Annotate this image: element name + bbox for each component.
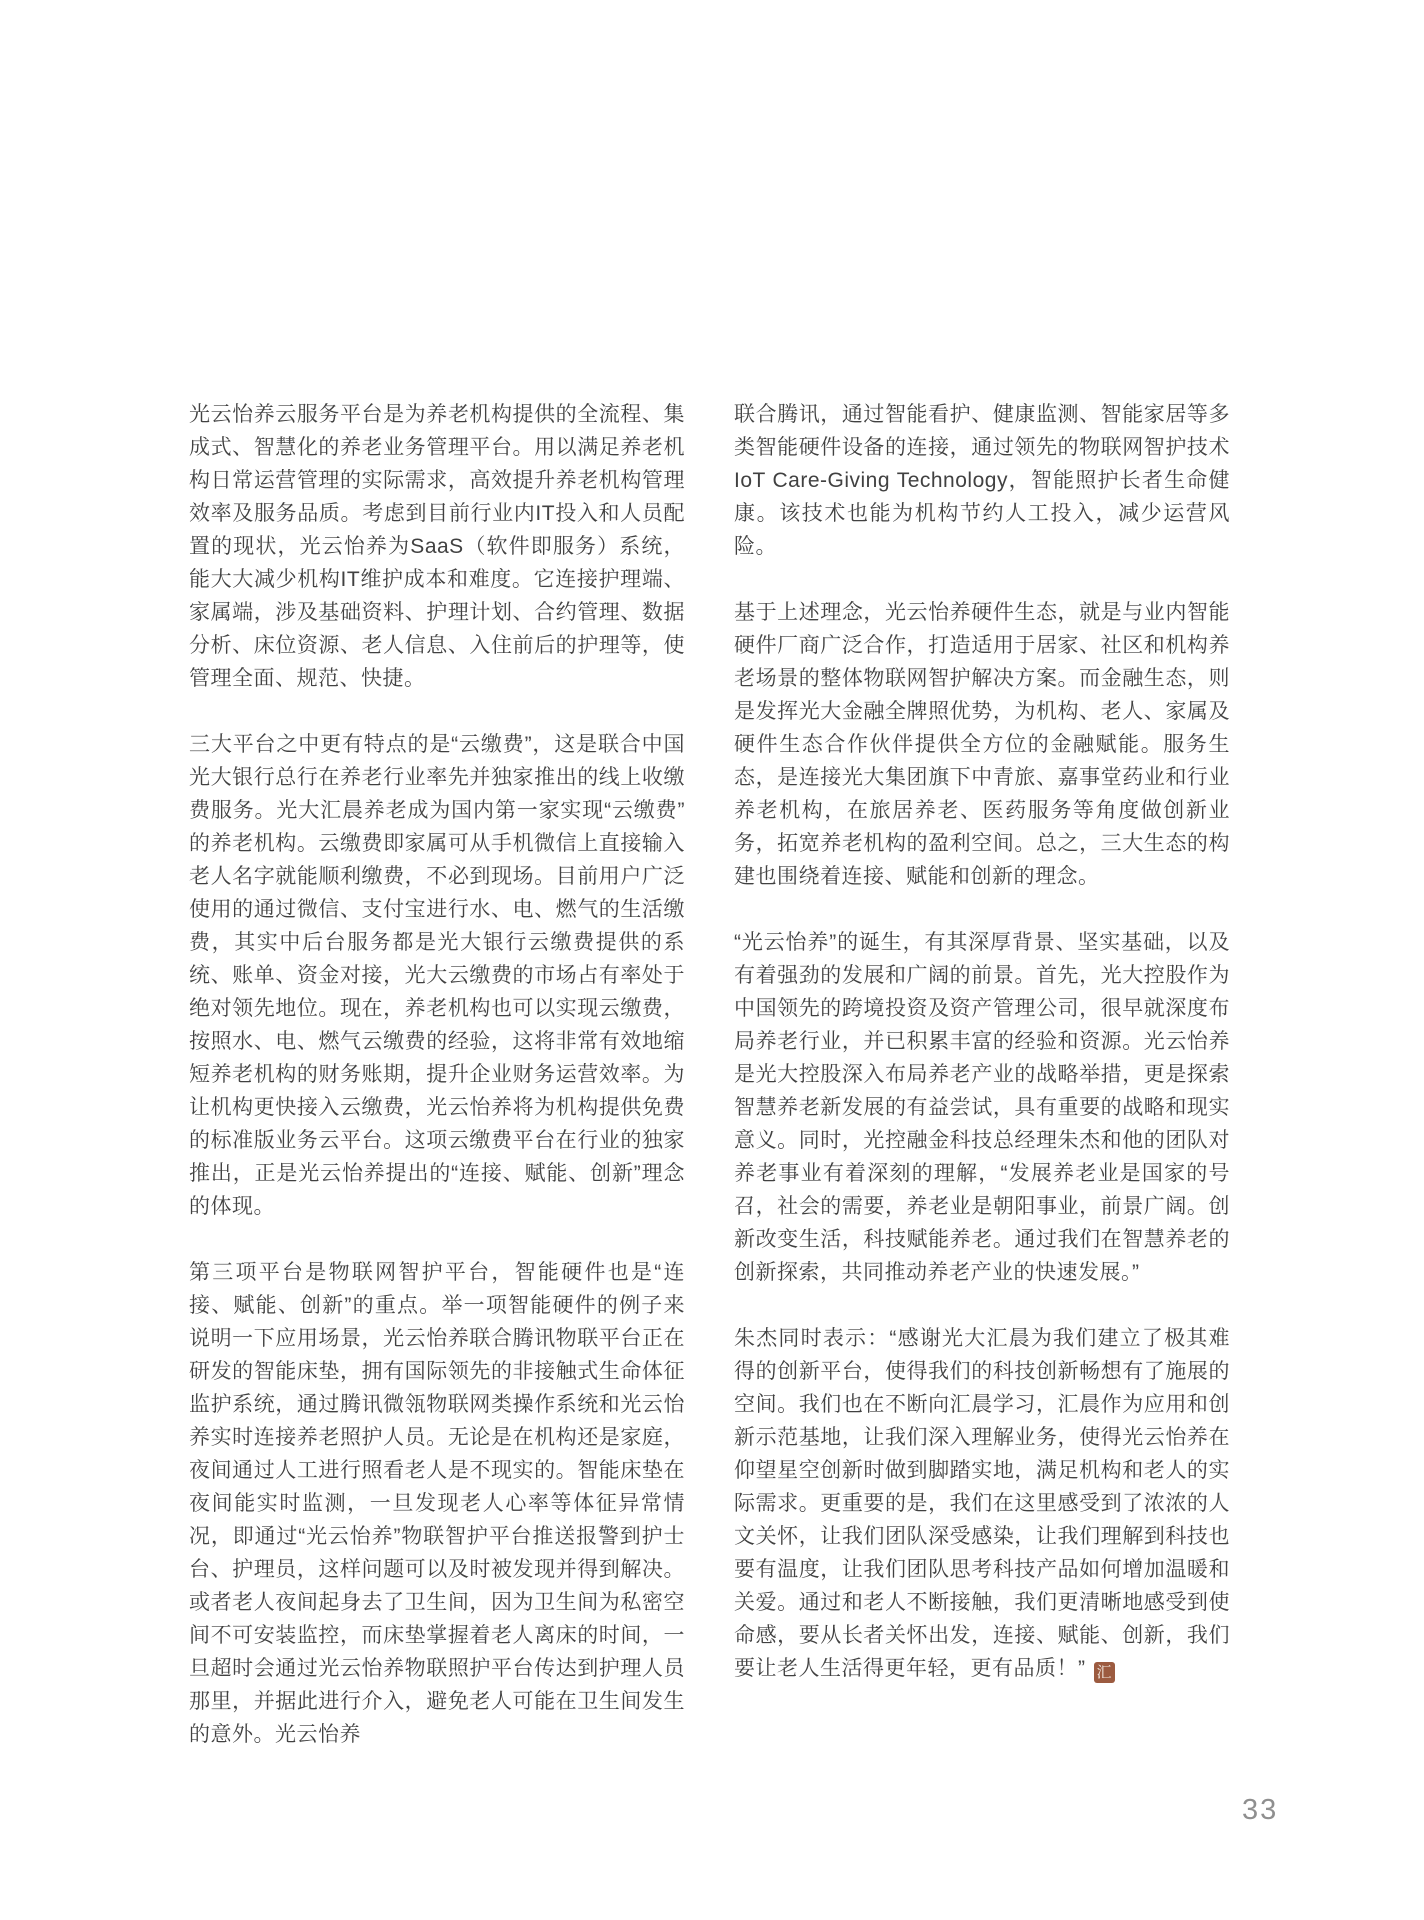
seal-glyph: 汇 [1096, 1664, 1112, 1681]
paragraph: 联合腾讯，通过智能看护、健康监测、智能家居等多类智能硬件设备的连接，通过领先的物联网智护技术IoT Care-Giving Technology，智能照护长者生命健康。该技术也能为机构节约人工投入，减少运营风险。 [734, 403, 1230, 558]
paragraph-text: 朱杰同时表示：“感谢光大汇晨为我们建立了极其难得的创新平台，使得我们的科技创新畅想有了施展的空间。我们也在不断向汇晨学习，汇晨作为应用和创新示范基地，让我们深入理解业务，使得光云怡养在仰望星空创新时做到脚踏实地，满足机构和老人的实际需求。更重要的是，我们在这里感受到了浓浓的人文关怀，让我们团队深受感染，让我们理解到科技也要有温度，让我们团队思考科技产品如何增加温暖和关爱。通过和老人不断接触，我们更清晰地感受到使命感，要从长者关怀出发，连接、赋能、创新，我们要让老人生活得更年轻，更有品质！” [734, 1327, 1230, 1680]
paragraph: 基于上述理念，光云怡养硬件生态，就是与业内智能硬件厂商广泛合作，打造适用于居家、社区和机构养老场景的整体物联网智护解决方案。而金融生态，则是发挥光大金融全牌照优势，为机构、老人、家属及硬件生态合作伙伴提供全方位的金融赋能。服务生态，是连接光大集团旗下中青旅、嘉事堂药业和行业养老机构，在旅居养老、医药服务等角度做创新业务，拓宽养老机构的盈利空间。总之，三大生态的构建也围绕着连接、赋能和创新的理念。 [734, 601, 1230, 888]
huichen-seal-icon [1094, 1662, 1115, 1683]
paragraph: 三大平台之中更有特点的是“云缴费”，这是联合中国光大银行总行在养老行业率先并独家推出的线上收缴费服务。光大汇晨养老成为国内第一家实现“云缴费”的养老机构。云缴费即家属可从手机微信上直接输入老人名字就能顺利缴费，不必到现场。目前用户广泛使用的通过微信、支付宝进行水、电、燃气的生活缴费，其实中后台服务都是光大银行云缴费提供的系统、账单、资金对接，光大云缴费的市场占有率处于绝对领先地位。现在，养老机构也可以实现云缴费，按照水、电、燃气云缴费的经验，这将非常有效地缩短养老机构的财务账期，提升企业财务运营效率。为让机构更快接入云缴费，光云怡养将为机构提供免费的标准版业务云平台。这项云缴费平台在行业的独家推出，正是光云怡养提出的“连接、赋能、创新”理念的体现。 [189, 733, 685, 1218]
page-number: 33 [1242, 1794, 1279, 1826]
paragraph [734, 1322, 1230, 1685]
paragraph: “光云怡养”的诞生，有其深厚背景、坚实基础，以及有着强劲的发展和广阔的前景。首先，光大控股作为中国领先的跨境投资及资产管理公司，很早就深度布局养老行业，并已积累丰富的经验和资源。光云怡养是光大控股深入布局养老产业的战略举措，更是探索智慧养老新发展的有益尝试，具有重要的战略和现实意义。同时，光控融金科技总经理朱杰和他的团队对养老事业有着深刻的理解，“发展养老业是国家的号召，社会的需要，养老业是朝阳事业，前景广阔。创新改变生活，科技赋能养老。通过我们在智慧养老的创新探索，共同推动养老产业的快速发展。” [734, 931, 1230, 1284]
right-column [734, 398, 1230, 1685]
left-column [189, 398, 685, 1751]
paragraph: 第三项平台是物联网智护平台，智能硬件也是“连接、赋能、创新”的重点。举一项智能硬件的例子来说明一下应用场景，光云怡养联合腾讯物联平台正在研发的智能床垫，拥有国际领先的非接触式生命体征监护系统，通过腾讯微瓴物联网类操作系统和光云怡养实时连接养老照护人员。无论是在机构还是家庭，夜间通过人工进行照看老人是不现实的。智能床垫在夜间能实时监测，一旦发现老人心率等体征异常情况，即通过“光云怡养”物联智护平台推送报警到护士台、护理员，这样问题可以及时被发现并得到解决。或者老人夜间起身去了卫生间，因为卫生间为私密空间不可安装监控，而床垫掌握着老人离床的时间，一旦超时会通过光云怡养物联照护平台传达到护理人员那里，并据此进行介入，避免老人可能在卫生间发生的意外。光云怡养 [189, 1261, 685, 1746]
paragraph: 光云怡养云服务平台是为养老机构提供的全流程、集成式、智慧化的养老业务管理平台。用以满足养老机构日常运营管理的实际需求，高效提升养老机构管理效率及服务品质。考虑到目前行业内IT投入和人员配置的现状，光云怡养为SaaS（软件即服务）系统，能大大减少机构IT维护成本和难度。它连接护理端、家属端，涉及基础资料、护理计划、合约管理、数据分析、床位资源、老人信息、入住前后的护理等，使管理全面、规范、快捷。 [189, 403, 685, 690]
